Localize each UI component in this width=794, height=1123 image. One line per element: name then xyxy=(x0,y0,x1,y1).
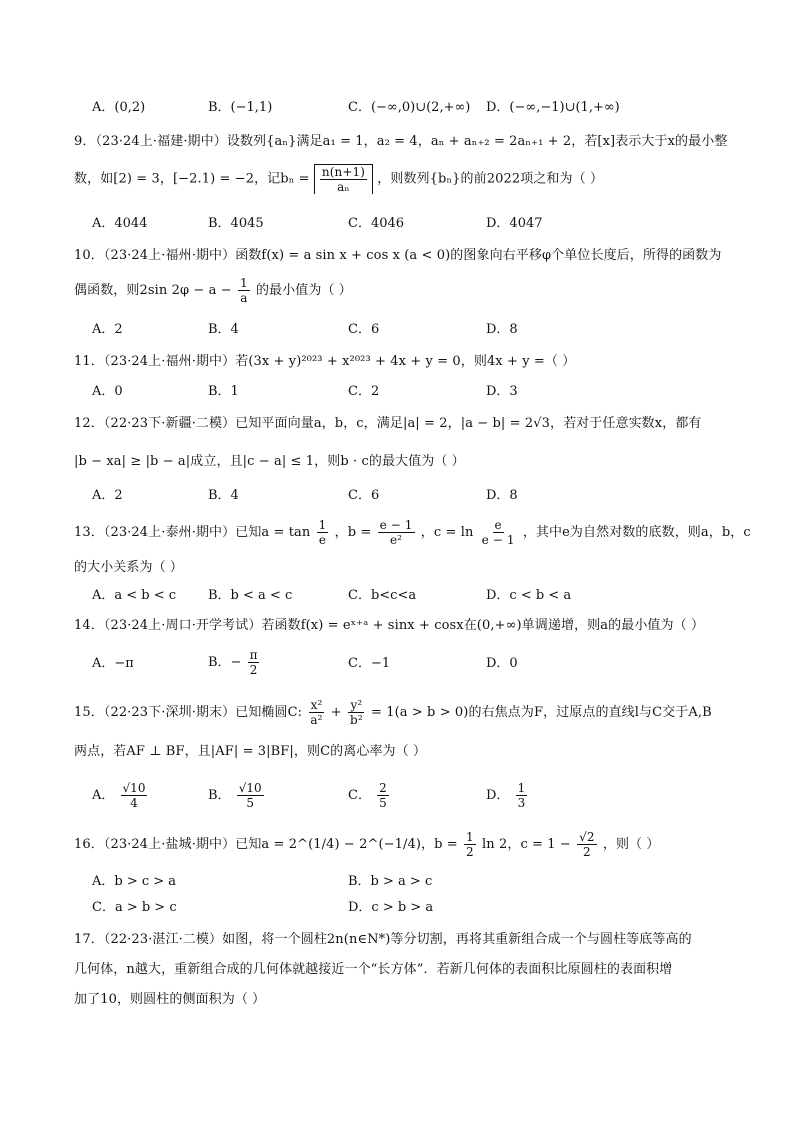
q10-option-a: A．2 xyxy=(92,322,123,337)
q15-opt-c-fraction xyxy=(377,781,389,810)
q14-optb-fraction xyxy=(248,648,260,677)
q9-fraction xyxy=(320,165,367,194)
q13-suffix: ，其中e为自然对数的底数，则a，b，c xyxy=(522,525,751,540)
q16-option-a: A．b > c > a xyxy=(92,874,177,889)
q16-option-b: B．b > a > c xyxy=(348,874,433,889)
q9-option-c: C．4046 xyxy=(348,216,405,231)
q15-opt-a-den: 4 xyxy=(130,796,138,810)
q13-frac-3 xyxy=(480,518,517,547)
q11-stem: 11．（23·24上·福州·期中）若(3x + y)²⁰²³ + x²⁰²³ + 4x + y = 0，则4x + y =（ ） xyxy=(74,354,576,369)
q15-fracy-num: y² xyxy=(350,698,363,712)
q13-frac2-den: e² xyxy=(389,533,403,547)
q17-stem-line1: 17．（22·23·湛江·二模）如图，将一个圆柱2n(n∈N*)等分切割，再将其重新组合成一个与圆柱等底等高的 xyxy=(74,932,692,947)
q10-frac-den: a xyxy=(240,291,248,305)
q16-prefix: 16．（23·24上·盐城·期中）已知a = 2^(1/4) − 2^(−1/4)，b = xyxy=(74,837,458,852)
q16-fracb-den: 2 xyxy=(466,845,474,859)
q13-frac3-num: e xyxy=(494,518,502,532)
q13-frac-2 xyxy=(378,518,415,547)
q15-frac-x xyxy=(308,698,324,727)
q14-optb-num: π xyxy=(249,648,258,662)
q13-frac3-den: e − 1 xyxy=(481,533,515,547)
q15-fracx-den: a² xyxy=(310,713,323,727)
q13-option-c: C．b<c<a xyxy=(348,588,417,603)
q15-frac-y xyxy=(348,698,365,727)
q14-option-d: D．0 xyxy=(486,656,518,671)
q15-opt-b-label: B． xyxy=(208,788,231,803)
q10-line2-suffix: 的最小值为（ ） xyxy=(255,283,352,298)
q11-option-a: A．0 xyxy=(92,384,123,399)
q10-option-d: D．8 xyxy=(486,322,518,337)
q10-option-b: B．4 xyxy=(208,322,239,337)
q13-mid2: ，c = ln xyxy=(420,525,474,540)
q15-opt-c-num: 2 xyxy=(379,781,387,795)
q14-stem: 14．（23·24上·周口·开学考试）若函数f(x) = eˣ⁺ᵃ + sinx + cosx在(0,+∞)单调递增，则a的最小值为（ ） xyxy=(74,618,705,633)
q15-option-b xyxy=(208,776,266,816)
q11-option-d: D．3 xyxy=(486,384,518,399)
q16-fracb-num: 1 xyxy=(466,830,474,844)
q15-opt-c-den: 5 xyxy=(379,796,387,810)
q16-fracc-num: √2 xyxy=(579,830,595,844)
q9-line2-suffix: ，则数列{bₙ}的前2022项之和为（ ） xyxy=(377,171,604,187)
q10-option-c: C．6 xyxy=(348,322,380,337)
q9-frac-num: n(n+1) xyxy=(321,165,366,179)
q8-option-b: B．(−1,1) xyxy=(208,100,273,115)
q17-stem-line3: 加了10，则圆柱的侧面积为（ ） xyxy=(74,992,266,1007)
q8-option-c: C．(−∞,0)∪(2,+∞) xyxy=(348,100,471,115)
q16-stem xyxy=(74,830,724,860)
q12-stem-line2: |b − xa| ≥ |b − a|成立，且|c − a| ≤ 1，则b · c的最大值为（ ） xyxy=(74,454,465,469)
q9-option-b: B．4045 xyxy=(208,216,264,231)
q14-option-c: C．−1 xyxy=(348,656,391,671)
q15-opt-a-num: √10 xyxy=(122,781,146,795)
q17-stem-line2: 几何体，n越大，重新组合成的几何体就越接近一个“长方体”．若新几何体的表面积比原圆柱的表面积增 xyxy=(74,962,673,977)
q13-stem-line1 xyxy=(74,518,751,548)
q13-option-b: B．b < a < c xyxy=(208,588,293,603)
q14-optb-den: 2 xyxy=(249,663,258,677)
q9-option-a: A．4044 xyxy=(92,216,148,231)
q9-stem-line1: 9．（23·24上·福建·期中）设数列{aₙ}满足a₁ = 1，a₂ = 4，aₙ + aₙ₊₂ = 2aₙ₊₁ + 2，若[x]表示大于x的最小整 xyxy=(74,134,728,149)
q15-stem-line2: 两点，若AF ⊥ BF，且|AF| = 3|BF|，则C的离心率为（ ） xyxy=(74,744,427,759)
q15-plus: + xyxy=(330,705,342,720)
q13-mid1: ，b = xyxy=(334,525,372,540)
q15-option-a xyxy=(92,776,149,816)
q16-option-d: D．c > b > a xyxy=(348,900,434,915)
q9-option-d: D．4047 xyxy=(486,216,543,231)
q9-frac-den: aₙ xyxy=(337,180,350,194)
q13-frac-1 xyxy=(317,518,329,547)
q16-option-c: C．a > b > c xyxy=(92,900,177,915)
q10-fraction xyxy=(238,276,250,305)
q10-line2-prefix: 偶函数，则2sin 2φ − a − xyxy=(74,283,232,298)
q13-option-d: D．c < b < a xyxy=(486,588,572,603)
q9-bracket xyxy=(314,164,373,194)
q12-stem-line1: 12．（22·23下·新疆·二模）已知平面向量a，b，c，满足|a| = 2，|a − b| = 2√3，若对于任意实数x，都有 xyxy=(74,416,702,431)
q11-option-c: C．2 xyxy=(348,384,380,399)
q10-frac-num: 1 xyxy=(239,276,248,290)
q8-option-d: D．(−∞,−1)∪(1,+∞) xyxy=(486,100,620,115)
q15-opt-d-fraction xyxy=(516,781,528,810)
q10-stem-line1: 10．（23·24上·福州·期中）函数f(x) = a sin x + cos x (a < 0)的图象向右平移φ个单位长度后，所得的函数为 xyxy=(74,248,722,263)
q16-frac-c xyxy=(577,830,596,859)
q15-prefix: 15．（22·23下·深圳·期末）已知椭圆C: xyxy=(74,705,303,720)
q14-option-a: A．−π xyxy=(92,656,134,671)
q14-optb-prefix: B．− xyxy=(208,655,242,670)
q15-opt-d-num: 1 xyxy=(517,781,526,795)
q15-option-c xyxy=(348,776,391,816)
q9-line2-prefix: 数，如[2) = 3，[−2.1) = −2，记bₙ = xyxy=(74,171,310,187)
q15-opt-c-label: C． xyxy=(348,788,371,803)
q15-opt-a-fraction xyxy=(121,781,148,810)
q12-option-b: B．4 xyxy=(208,488,239,503)
q15-fracx-num: x² xyxy=(310,698,323,712)
q13-prefix: 13．（23·24上·泰州·期中）已知a = tan xyxy=(74,525,311,540)
q15-opt-b-den: 5 xyxy=(246,796,254,810)
q10-stem-line2 xyxy=(74,276,724,306)
q8-option-a: A．(0,2) xyxy=(92,100,146,115)
q16-fracc-den: 2 xyxy=(582,845,591,859)
q15-opt-b-fraction xyxy=(237,781,264,810)
q16-suffix: ，则（ ） xyxy=(602,837,660,852)
q13-frac1-num: 1 xyxy=(318,518,327,532)
q13-frac1-den: e xyxy=(318,533,327,547)
q12-option-a: A．2 xyxy=(92,488,123,503)
q12-option-d: D．8 xyxy=(486,488,518,503)
q9-stem-line2 xyxy=(74,164,724,195)
q15-opt-d-den: 3 xyxy=(517,796,526,810)
q15-fracy-den: b² xyxy=(350,713,363,727)
q15-opt-b-num: √10 xyxy=(238,781,262,795)
q11-option-b: B．1 xyxy=(208,384,239,399)
q15-suffix: = 1(a > b > 0)的右焦点为F，过原点的直线l与C交于A,B xyxy=(370,705,712,720)
q13-stem-line2: 的大小关系为（ ） xyxy=(74,560,184,575)
q15-stem-line1 xyxy=(74,698,724,728)
q12-option-c: C．6 xyxy=(348,488,380,503)
q16-mid: ln 2，c = 1 − xyxy=(482,837,571,852)
q14-option-b xyxy=(208,648,261,678)
q16-frac-b xyxy=(464,830,476,859)
q15-opt-d-label: D． xyxy=(486,788,510,803)
q15-option-d xyxy=(486,776,529,816)
q13-option-a: A．a < b < c xyxy=(92,588,177,603)
q13-frac2-num: e − 1 xyxy=(379,518,413,532)
q15-opt-a-label: A． xyxy=(92,788,115,803)
